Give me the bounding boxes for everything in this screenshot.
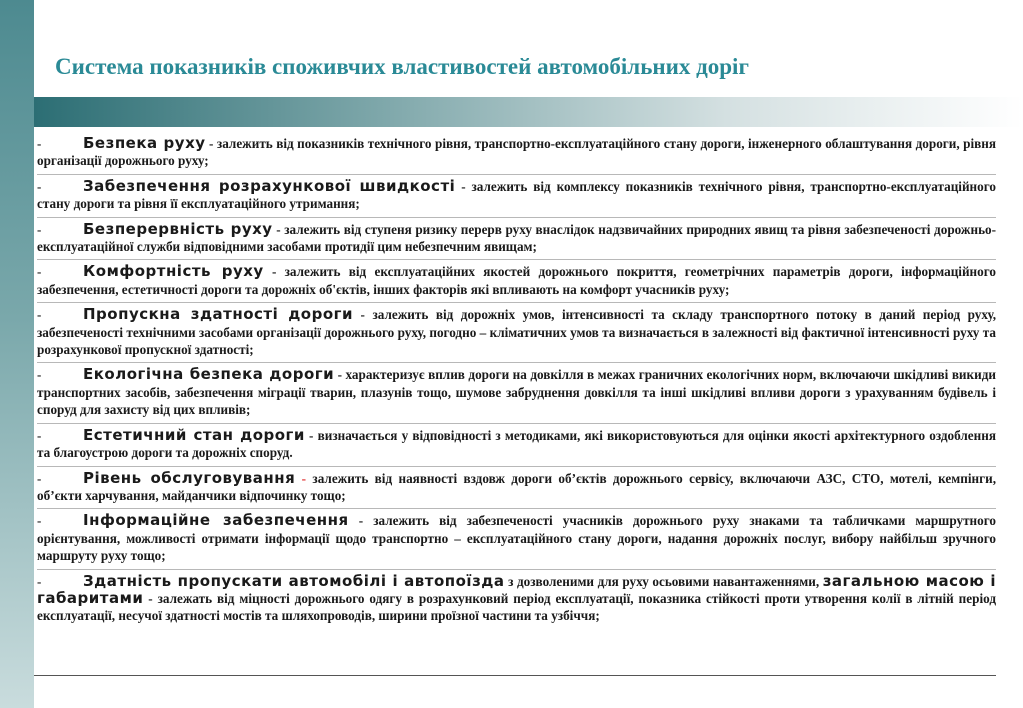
item-term: Безперервність руху xyxy=(83,219,273,238)
item-text: залежить від експлуатаційних якостей дорожнього покриття, геометрічних параметрів дороги, інформаційного забезпечення, естетичності дороги та дорожніх об'єктів, інших факторів які впливають на комфорт учасників руху; xyxy=(37,264,996,297)
item-text: залежить від наявності вздовж дороги об’єктів дорожнього сервісу, включаючи АЗС, СТО, мотелі, кемпінги, об’єкти харчування, майданчики відпочинку тощо; xyxy=(37,470,997,503)
page-title: Система показників споживчих властивостей автомобільних доріг xyxy=(55,54,749,79)
item-term: Комфортність руху xyxy=(83,262,264,281)
item-term: Здатність пропускати автомобілі і автопоїзда xyxy=(83,571,505,590)
item-term: Пропускна здатності дороги xyxy=(83,305,354,324)
bullet-dash: - xyxy=(37,470,42,486)
header-gradient-band xyxy=(34,97,1023,127)
item-text: залежить від дорожніх умов, інтенсивності та складу транспортного потоку в даний період руху, забезпеченості технічними засобами організації дорожнього руху, погодно – кліматичних умов та визначається в залежності від фактичної інтенсивності руху та розрахункової пропускної здатності; xyxy=(37,307,997,358)
list-item xyxy=(37,427,996,467)
bullet-dash: - xyxy=(37,513,42,529)
list-item xyxy=(37,512,996,569)
item-separator: - xyxy=(309,427,314,443)
bullet-dash: - xyxy=(37,367,42,383)
item-separator: - xyxy=(276,221,281,237)
bullet-dash: - xyxy=(37,307,42,323)
item-text: залежить від показників технічного рівня, транспортно-експлуатаційного стану дороги, інженерного облаштування дороги, рівня організації дорожнього руху; xyxy=(37,136,997,169)
bottom-divider xyxy=(34,675,996,676)
item-separator: - xyxy=(271,264,277,280)
item-term: Інформаційне забезпечення xyxy=(83,511,349,530)
item-separator: - xyxy=(360,307,365,323)
item-term: Забезпечення розрахункової швидкості xyxy=(83,176,456,195)
item-text-mid: з дозволеними для руху осьовими навантаженнями, xyxy=(508,573,820,589)
item-term: Рівень обслуговування xyxy=(83,468,296,487)
indicator-list xyxy=(37,135,996,632)
item-term: Екологічна безпека дороги xyxy=(83,365,335,384)
bullet-dash: - xyxy=(37,136,42,151)
item-text: залежать від міцності дорожнього одягу в розрахунковий період експлуатації, показника стійкості проти утворення колії в літній період експлуатації, несучої здатності мостів та шляхопроводів, ширини проїзної частини та узбіччя; xyxy=(37,590,997,624)
list-item xyxy=(37,178,996,218)
bullet-dash: - xyxy=(37,427,42,443)
bullet-dash: - xyxy=(37,178,42,194)
bullet-dash: - xyxy=(37,221,42,237)
list-item xyxy=(37,573,996,629)
list-item xyxy=(37,470,996,510)
list-item xyxy=(37,221,996,261)
list-item xyxy=(37,263,996,303)
item-term: Безпека руху xyxy=(83,134,206,152)
item-text: характеризує вплив дороги на довкілля в межах граничних екологічних норм, включаючи шкідливі викиди транспортних засобів, забезпечення міграції тварин, плазунів тощо, шумове забруднення довкілля та інші шкідливі впливи дороги з урахуванням будівель і споруд для захисту від цих впливів; xyxy=(37,367,997,418)
item-term: Естетичний стан дороги xyxy=(83,425,305,444)
item-text: визначається у відповідності з методиками, які використовуються для оцінки якості архітектурного оздоблення та благоустрою дороги та дорожніх споруд. xyxy=(37,427,996,461)
item-separator: - xyxy=(337,367,342,383)
list-item xyxy=(37,366,996,423)
bullet-dash: - xyxy=(37,573,42,589)
left-accent-bar xyxy=(0,0,34,708)
item-separator: - xyxy=(461,178,466,194)
item-separator: - xyxy=(209,136,214,151)
list-item xyxy=(37,135,996,175)
item-separator: - xyxy=(358,513,364,529)
item-term-secondary: загальною масою і габаритами xyxy=(37,571,997,607)
list-item xyxy=(37,306,996,363)
item-text: залежить від ступеня ризику перерв руху внаслідок надзвичайних природних явищ та рівня забезпеченості дорожньо-експлуатаційної служби відповідними засобами протидії цим небезпечним явищам; xyxy=(37,221,997,255)
item-separator-highlight: - xyxy=(301,470,307,486)
bullet-dash: - xyxy=(37,264,42,280)
item-separator: - xyxy=(148,590,153,606)
item-text: залежить від забезпеченості учасників дорожнього руху знаками та табличками маршрутного орієнтування, можливості отримати інформації щодо транспортно – експлуатаційного стану дороги, надання дорожніх послуг, вибору найбільш зручного маршруту руху тощо; xyxy=(37,513,996,564)
item-text: залежить від комплексу показників технічного рівня, транспортно-експлуатаційного стану дороги та рівня її експлуатаційного утримання; xyxy=(37,178,997,212)
